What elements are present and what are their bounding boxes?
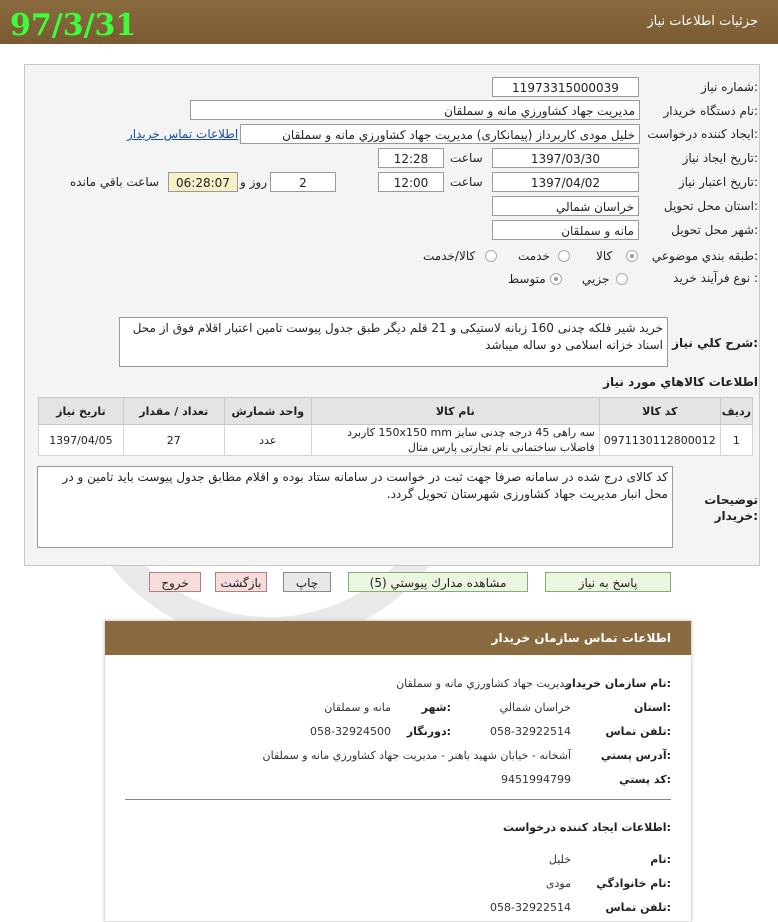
creator-label: ايجاد كننده درخواست: [647, 127, 758, 141]
col-code-header: كد كالا [599, 398, 720, 425]
time-remaining-field: 06:28:07 [168, 172, 238, 192]
contact-address-label: آدرس پستي: [600, 749, 671, 762]
item-code-cell: 0971130112800012 [599, 425, 720, 456]
back-button[interactable]: بازگشت [215, 572, 267, 592]
col-date-header: تاريخ نياز [39, 398, 124, 425]
validity-time-field: 12:00 [378, 172, 444, 192]
category-both-label: كالا/خدمت [423, 249, 476, 263]
contact-city-label: شهر: [421, 701, 451, 714]
contact-org-label: نام سازمان خريدار: [565, 677, 671, 690]
creator-field: خليل مودی كاربرداز (پيمانكاری) مديريت جهاد كشاورزي مانه و سملقان [240, 124, 640, 144]
creator-family-label: نام خانوادگي: [596, 877, 671, 890]
items-table [38, 397, 753, 456]
created-time-field: 12:28 [378, 148, 444, 168]
validity-date-label: تاريخ اعتبار نياز: [678, 175, 758, 189]
items-section-title: اطلاعات كالاهاي مورد نياز [603, 375, 758, 389]
buyer-contact-link[interactable]: اطلاعات تماس خريدار [127, 127, 239, 141]
reply-button[interactable]: پاسخ به نياز [545, 572, 671, 592]
category-goods-radio[interactable] [626, 250, 638, 262]
creator-family-value: مودی [545, 877, 571, 890]
created-date-field: 1397/03/30 [492, 148, 639, 168]
attachments-button[interactable]: مشاهده مدارك پيوستي (5) [348, 572, 528, 592]
row-number-cell: 1 [720, 425, 752, 456]
days-remaining-field: 2 [270, 172, 336, 192]
buyer-notes-textarea: كد كالای درج شده در سامانه صرفا جهت ثبت در خواست در سامانه ستاد بوده و اقلام مطابق جدول پيوست بايد تامين و در محل انبار مديريت جهاد كشاورزی شهرستان تحويل گردد. [37, 466, 673, 548]
title-bar [0, 0, 778, 44]
province-label: استان محل تحويل: [663, 199, 758, 213]
contact-card-title: اطلاعات تماس سازمان خريدار [491, 631, 671, 645]
contact-phone-label: تلفن تماس: [605, 725, 671, 738]
description-textarea: خريد شير فلكه چدنی 160 زبانه لاستيكی و 21 قلم ديگر طبق جدول پيوست تامين اعتبار اقلام فوق از محل اسناد خزانه اسلامی دو ساله ميباشد [119, 317, 668, 367]
need-number-field: 11973315000039 [492, 77, 639, 97]
contact-province-value: خراسان شمالي [499, 701, 571, 714]
col-qty-header: تعداد / مقدار [123, 398, 224, 425]
creator-name-value: خليل [548, 853, 571, 866]
need-number-label: شماره نياز: [700, 80, 758, 94]
buyer-org-label: نام دستگاه خريدار: [663, 104, 758, 118]
buyer-org-field: مديريت جهاد كشاورزي مانه و سملقان [190, 100, 640, 120]
process-medium-radio[interactable] [550, 273, 562, 285]
category-both-radio[interactable] [485, 250, 497, 262]
item-unit-cell: عدد [224, 425, 311, 456]
contact-postal-value: 9451994799 [501, 773, 571, 786]
creator-phone-label: تلفن تماس: [605, 901, 671, 914]
items-header-row [39, 398, 753, 425]
contact-fax-label: دورنگار: [406, 725, 451, 738]
buyer-contact-card [104, 620, 692, 922]
process-medium-label: متوسط [508, 272, 546, 286]
contact-divider [125, 799, 671, 800]
validity-time-label: ساعت [450, 175, 483, 189]
page-title: جزئيات اطلاعات نياز [647, 14, 758, 29]
category-goods-label: كالا [596, 249, 613, 263]
process-minor-radio[interactable] [616, 273, 628, 285]
province-field: خراسان شمالي [492, 196, 639, 216]
creator-phone-value: 058-32922514 [490, 901, 571, 914]
exit-button[interactable]: خروج [149, 572, 201, 592]
contact-city-value: مانه و سملقان [324, 701, 391, 714]
table-row [39, 425, 753, 456]
col-row-header: رديف [720, 398, 752, 425]
creator-name-label: نام: [650, 853, 671, 866]
contact-province-label: استان: [633, 701, 671, 714]
process-label: نوع فرآيند خريد : [673, 271, 758, 285]
category-label: طبقه بندي موضوعي: [651, 249, 758, 263]
item-qty-cell: 27 [123, 425, 224, 456]
contact-fax-value: 058-32924500 [310, 725, 391, 738]
validity-date-field: 1397/04/02 [492, 172, 639, 192]
item-date-cell: 1397/04/05 [39, 425, 124, 456]
item-name-cell: سه راهی 45 درجه چدنی سايز 150x150 mm كاربرد فاضلاب ساختمانی نام تجارتی پارس متال [311, 425, 599, 456]
process-minor-label: جزيي [582, 272, 610, 286]
creator-section-title: اطلاعات ايجاد كننده درخواست: [503, 821, 671, 834]
print-button[interactable]: چاپ [283, 572, 331, 592]
contact-address-value: آشخانه - خيابان شهيد باهنر - مديريت جهاد كشاورزي مانه و سملقان [262, 749, 571, 762]
category-service-label: خدمت [518, 249, 550, 263]
time-remaining-label: ساعت باقي مانده [70, 175, 160, 189]
buyer-notes-label: توضيحات خريدار: [704, 493, 758, 523]
days-label: روز و [240, 175, 267, 189]
contact-card-header [105, 621, 691, 655]
category-service-radio[interactable] [558, 250, 570, 262]
city-label: شهر محل تحويل: [671, 223, 758, 237]
description-label: شرح كلي نياز: [672, 336, 758, 350]
contact-phone-value: 058-32922514 [490, 725, 571, 738]
col-unit-header: واحد شمارش [224, 398, 311, 425]
contact-postal-label: كد پستي: [619, 773, 671, 786]
contact-org-value: مديريت جهاد كشاورزي مانه و سملقان [396, 677, 571, 690]
city-field: مانه و سملقان [492, 220, 639, 240]
col-name-header: نام كالا [311, 398, 599, 425]
created-time-label: ساعت [450, 151, 483, 165]
date-stamp: 97/3/31 [10, 8, 137, 43]
created-date-label: تاريخ ايجاد نياز: [682, 151, 758, 165]
